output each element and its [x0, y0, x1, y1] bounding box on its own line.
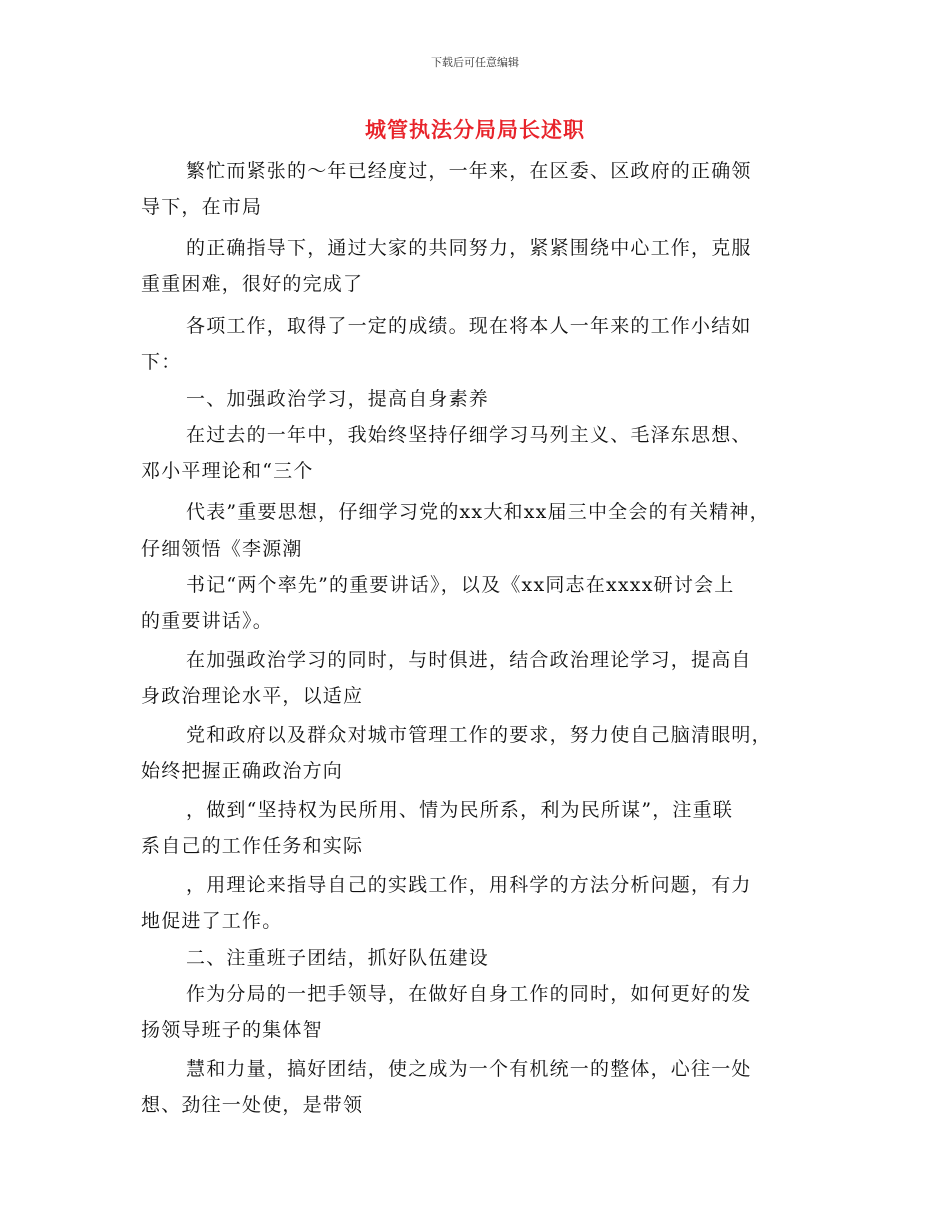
- body-line: ，做到“坚持权为民所用、情为民所系，利为民所谋”，注重联: [186, 799, 734, 821]
- document-title: 城管执法分局局长述职: [365, 118, 585, 142]
- body-line: 重重困难，很好的完成了: [141, 273, 364, 295]
- body-line: 仔细领悟《李源潮: [141, 538, 303, 560]
- body-line: 的正确指导下，通过大家的共同努力，紧紧围绕中心工作，克服: [186, 237, 752, 259]
- body-line: 邓小平理论和“三个: [141, 460, 314, 482]
- body-line: 扬领导班子的集体智: [141, 1019, 323, 1041]
- body-line: 各项工作，取得了一定的成绩。现在将本人一年来的工作小结如: [186, 315, 752, 337]
- section-heading: 二、注重班子团结，抓好队伍建设: [186, 947, 490, 969]
- header-note: 下载后可任意编辑: [431, 56, 519, 69]
- body-line: 身政治理论水平，以适应: [141, 685, 364, 707]
- body-line: 代表”重要思想，仔细学习党的xx大和xx届三中全会的有关精神，: [186, 501, 770, 523]
- body-line: 在加强政治学习的同时，与时俱进，结合政治理论学习，提高自: [186, 649, 752, 671]
- body-line: 的重要讲话》。: [141, 610, 273, 632]
- section-heading: 一、加强政治学习，提高自身素养: [186, 388, 490, 410]
- body-line: 下：: [141, 351, 182, 373]
- body-line: 繁忙而紧张的～年已经度过，一年来，在区委、区政府的正确领: [186, 160, 752, 182]
- body-line: 在过去的一年中，我始终坚持仔细学习马列主义、毛泽东思想、: [186, 424, 752, 446]
- body-line: 想、劲往一处使，是带领: [141, 1094, 364, 1116]
- body-line: 地促进了工作。: [141, 910, 283, 932]
- body-line: ，用理论来指导自己的实践工作，用科学的方法分析问题，有力: [186, 874, 752, 896]
- body-line: 慧和力量，搞好团结，使之成为一个有机统一的整体，心往一处: [186, 1058, 752, 1080]
- body-line: 导下，在市局: [141, 196, 263, 218]
- body-line: 系自己的工作任务和实际: [141, 835, 364, 857]
- body-line: 始终把握正确政治方向: [141, 760, 344, 782]
- body-line: 党和政府以及群众对城市管理工作的要求，努力使自己脑清眼明，: [186, 724, 772, 746]
- body-line: 书记“两个率先”的重要讲话》，以及《xx同志在xxxx研讨会上: [186, 574, 735, 596]
- body-line: 作为分局的一把手领导，在做好自身工作的同时，如何更好的发: [186, 983, 752, 1005]
